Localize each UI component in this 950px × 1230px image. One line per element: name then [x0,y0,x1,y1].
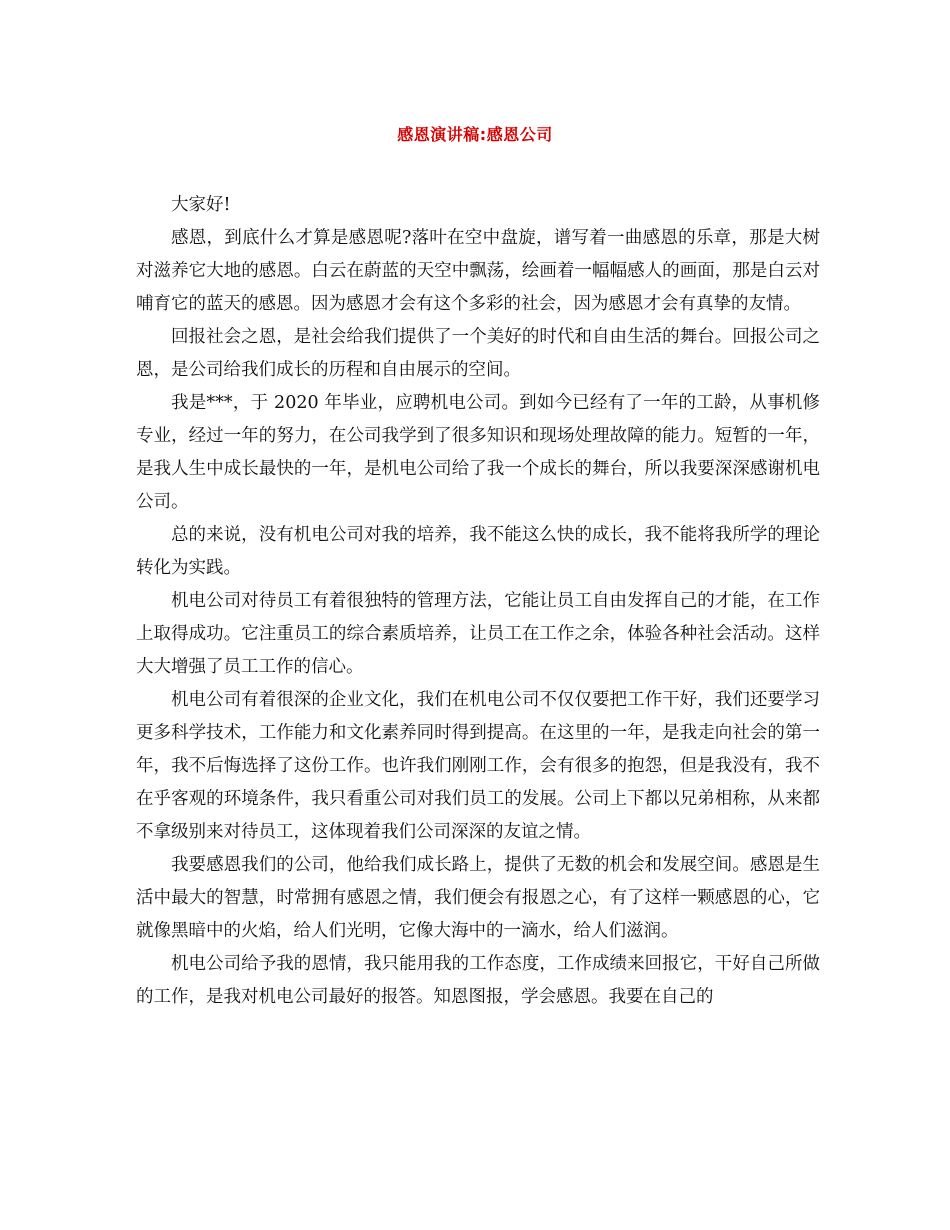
paragraph: 感恩，到底什么才算是感恩呢?落叶在空中盘旋，谱写着一曲感恩的乐章，那是大树对滋养它大地的感恩。白云在蔚蓝的天空中飘荡，绘画着一幅幅感人的画面，那是白云对哺育它的蓝天的感恩。因为感恩才会有这个多彩的社会，因为感恩才会有真挚的友情。 [136,228,820,314]
paragraph: 机电公司对待员工有着很独特的管理方法，它能让员工自由发挥自己的才能，在工作上取得成功。它注重员工的综合素质培养，让员工在工作之余，体验各种社会活动。这样大大增强了员工工作的信心。 [136,591,820,677]
document-title: 感恩演讲稿:感恩公司 [397,125,553,144]
paragraph: 我要感恩我们的公司，他给我们成长路上，提供了无数的机会和发展空间。感恩是生活中最大的智慧，时常拥有感恩之情，我们便会有报恩之心，有了这样一颗感恩的心，它就像黑暗中的火焰，给人们光明，它像大海中的一滴水，给人们滋润。 [136,855,820,941]
paragraph: 回报社会之恩，是社会给我们提供了一个美好的时代和自由生活的舞台。回报公司之恩，是公司给我们成长的历程和自由展示的空间。 [136,327,820,380]
paragraph: 总的来说，没有机电公司对我的培养，我不能这么快的成长，我不能将我所学的理论转化为实践。 [136,525,820,578]
paragraph-greeting: 大家好! [171,195,231,215]
paragraph: 我是***，于 2020 年毕业，应聘机电公司。到如今已经有了一年的工龄，从事机修专业，经过一年的努力，在公司我学到了很多知识和现场处理故障的能力。短暂的一年，是我人生中成长最快的一年，是机电公司给了我一个成长的舞台，所以我要深深感谢机电公司。 [136,393,820,512]
paragraph: 机电公司有着很深的企业文化，我们在机电公司不仅仅要把工作干好，我们还要学习更多科学技术，工作能力和文化素养同时得到提高。在这里的一年，是我走向社会的第一年，我不后悔选择了这份工作。也许我们刚刚工作，会有很多的抱怨，但是我没有，我不在乎客观的环境条件，我只看重公司对我们员工的发展。公司上下都以兄弟相称，从来都不拿级别来对待员工，这体现着我们公司深深的友谊之情。 [136,690,820,842]
document-body [136,189,820,1014]
paragraph: 机电公司给予我的恩情，我只能用我的工作态度，工作成绩来回报它，干好自己所做的工作，是我对机电公司最好的报答。知恩图报，学会感恩。我要在自己的 [136,954,820,1007]
